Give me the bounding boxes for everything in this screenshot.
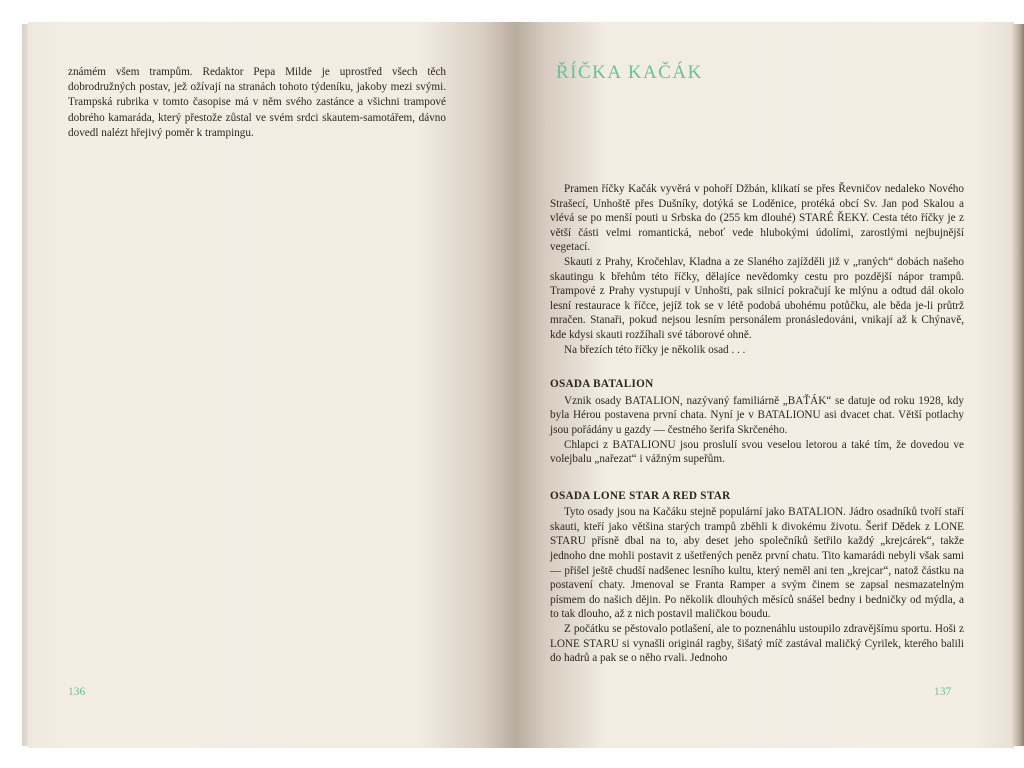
intro-paragraph: Pramen říčky Kačák vyvěrá v pohoří Džbán, klikatí se přes Řevničov nedaleko Nového Strašecí, Unhoště přes Dušníky, dotýká se Loděnice, protéká obcí Sv. Jan pod Skalou a vlévá se po menší pouti u Srbska do (255 km dlouhé) STARÉ ŘEKY. Cesta této říčky je z větší části velmi romantická, neboť vede hlubokými údolími, zarostlými nejbujnější vegetací. — [550, 183, 964, 254]
left-page — [28, 22, 516, 748]
right-page-body — [550, 182, 964, 666]
section-paragraph: Z počátku se pěstovalo potlašení, ale to poznenáhlu ustoupilo zdravějšímu sportu. Hoši z LONE STARU si vynašli originál ragby, šišatý míč zastával maličký Cyrilek, kterého balili do hadrů a pak se o něho rvali. Jednoho — [550, 623, 964, 665]
section-heading-batalion: OSADA BATALION — [550, 378, 654, 391]
intro-paragraph: Skauti z Prahy, Kročehlav, Kladna a ze Slaného zajížděli již v „raných“ dobách našeho skautingu k břehům této říčky, dělajíce nevědomky cestu pro pozdější nápor trampů. Trampové z Prahy vystupují v Unhošti, pak silnicí pokračují ke mlýnu a odtud dál okolo lesní restaurace k říčce, jejíž tok se v létě podobá ubohému potůčku, ale běda je-li průtrž mračen. Stanaři, pokud nejsou lesním personálem pronásledováni, vnikají až k Chýnavě, kde kdysi skauti rozžíhali své táborové ohně. — [550, 255, 964, 341]
right-page-number: 137 — [934, 686, 952, 698]
left-page-text: známém všem trampům. Redaktor Pepa Milde je uprostřed všech těch dobrodružných postav, jež ožívají na stranách tohoto týdeníku, jakoby mezi svými. Trampská rubrika v tomto časopise má v něm svého zastánce a všichni trampové dobrého kamaráda, který přestože zůstal ve svém srdci skautem-samotářem, dávno dovedl nalézt hřejivý poměr k trampingu. — [68, 66, 446, 139]
chapter-title: ŘÍČKA KAČÁK — [556, 62, 703, 83]
section-paragraph: Chlapci z BATALIONU jsou proslulí svou veselou letorou a také tím, že dovedou ve volejbalu „nařezat“ i vážným supeřům. — [550, 438, 964, 466]
right-page — [516, 22, 1014, 748]
section-paragraph: Vznik osady BATALION, nazývaný familiárně „BAŤÁK“ se datuje od roku 1928, kdy byla Hérou postavena první chata. Nyní je v BATALIONU asi dvacet chat. Větší potlachy jsou pořádány u gazdy — čestného šerifa Skrčeného. — [550, 394, 964, 436]
right-page-edge — [1012, 24, 1024, 746]
left-page-number: 136 — [68, 686, 86, 698]
section-paragraph: Tyto osady jsou na Kačáku stejně populární jako BATALION. Jádro osadníků tvoří staří skauti, kteří jako většina starých trampů zběhli k divokému životu. Šerif Dědek z LONE STARU přísně dbal na to, aby deset jeho společníků šetřilo každý „krejcárek“, takže jednoho dne mohli postavit z ušetřených peněz první chatu. Tito kamarádi nebyli však sami — přišel ještě chudší nadšenec lesního kultu, který neměl ani ten „krejcar“, natož částku na postavení chaty. Jmenoval se Franta Ramper a svým činem se zapsal nesmazatelným písmem do našich dějin. Po několik dlouhých měsíců snášel bedny i bedničky od mýdla, a to tak dlouho, až z nich postavil maličkou boudu. — [550, 506, 964, 621]
section-heading-lone-star: OSADA LONE STAR A RED STAR — [550, 489, 731, 502]
intro-paragraph: Na březích této říčky je několik osad . . . — [564, 343, 746, 356]
